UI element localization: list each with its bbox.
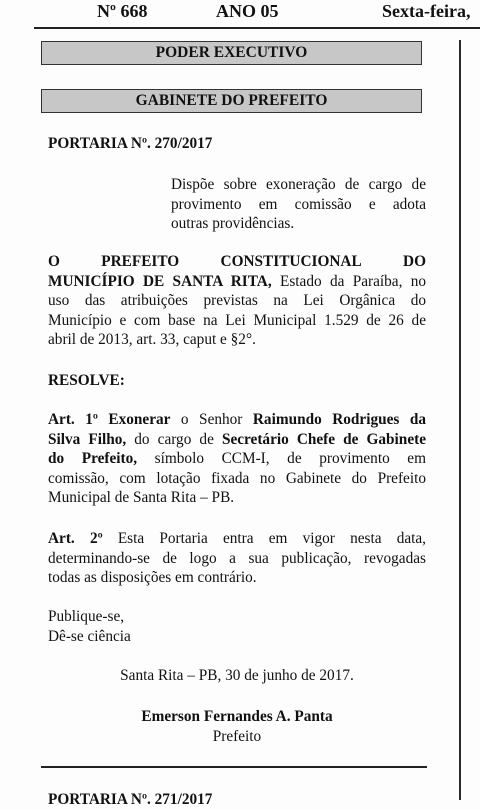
issue-weekday: Sexta-feira, — [382, 1, 471, 21]
signer-role: Prefeito — [212, 728, 262, 745]
issue-number: Nº 668 — [97, 1, 148, 21]
date-place: Santa Rita – PB, 30 de junho de 2017. — [120, 667, 354, 684]
header-rule — [34, 27, 480, 29]
preamble: O PREFEITO CONSTITUCIONAL DO MUNICÍPIO DE SANTA RITA, Estado da Paraíba, no uso das atribuições previstas na Lei Orgânica do Município e com base na Lei Municipal 1.529 de 26 de abril de 2013, art. 33, caput e §2°. — [48, 253, 427, 349]
next-portaria-title: PORTARIA Nº. 271/2017 — [48, 791, 213, 808]
portaria-summary: Dispõe sobre exoneração de cargo de provimento em comissão e adota outras providências. — [171, 176, 426, 233]
resolve-heading: RESOLVE: — [48, 372, 125, 389]
section-banner-cabinet: GABINETE DO PREFEITO — [41, 89, 422, 113]
section-banner-executive: PODER EXECUTIVO — [41, 41, 422, 65]
gazette-header — [0, 0, 480, 26]
section-rule — [41, 766, 427, 768]
article-1: Art. 1º Exonerar o Senhor Raimundo Rodrigues da Silva Filho, do cargo de Secretário Chefe de Gabinete do Prefeito, símbolo CCM-I, de provimento em comissão, com lotação fixada no Gabinete do Prefeito Municipal de Santa Rita – PB. — [48, 411, 426, 507]
preamble-line-1: O PREFEITO CONSTITUCIONAL DO — [48, 253, 426, 270]
closing-formula: Publique-se, Dê-se ciência — [48, 608, 131, 645]
column-divider — [459, 40, 461, 800]
issue-year: ANO 05 — [216, 1, 279, 21]
article-2: Art. 2º Esta Portaria entra em vigor nesta data, determinando-se de logo a sua publicação, revogadas todas as disposições em contrário. — [48, 530, 426, 587]
signer-name: Emerson Fernandes A. Panta — [141, 708, 333, 725]
portaria-title: PORTARIA Nº. 270/2017 — [48, 135, 213, 152]
